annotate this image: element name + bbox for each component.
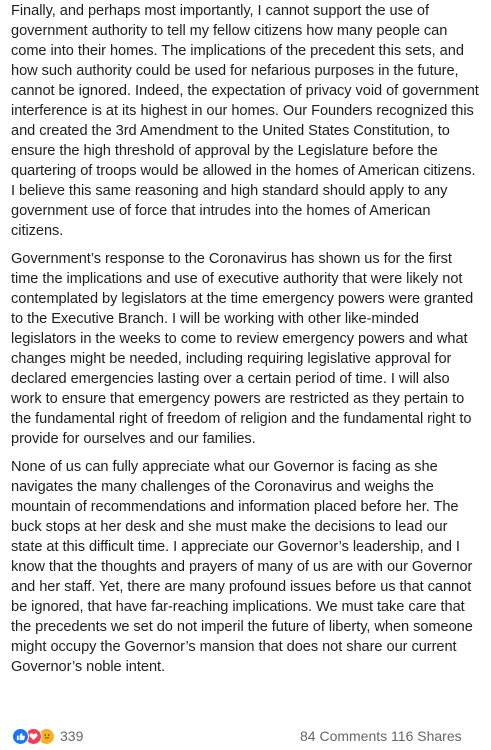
post-paragraph-2: Government’s response to the Coronavirus has shown us for the first time the implications and use of executive authority that were likely not contemplated by legislators at the time emergency powers were granted to the Executive Branch. I will be working with other like-minded legislators in the weeks to come to review emergency powers and what changes might be needed, including requiring legislative approval for declared emergencies lasting over a certain period of time. I will also work to ensure that emergency powers are restricted as they pertain to the fundamental right of freedom of religion and the fundamental right to provide for ourselves and our families. — [11, 251, 474, 447]
like-icon — [12, 728, 29, 745]
post-paragraph-1: Finally, and perhaps most importantly, I cannot support the use of government authority to tell my fellow citizens how many people can come into their homes. The implications of the precedent this sets, and how such authority could be used for nefarious purposes in the future, cannot be ignored. Indeed, the expectation of privacy void of government interference is at its highest in our homes. Our Founders recognized this and created the 3rd Amendment to the United States Constitution, to ensure the high threshold of approval by the Legislature before the quartering of troops would be allowed in the homes of American citizens. I believe this same reasoning and high standard should apply to any government use of force that intrudes into the homes of American citizens. — [11, 3, 479, 239]
post-footer — [0, 720, 491, 750]
reaction-count: 339 — [60, 728, 84, 744]
reactions-summary[interactable] — [12, 727, 83, 745]
post-body — [11, 1, 481, 685]
comments-shares-count[interactable]: 84 Comments 116 Shares — [300, 728, 462, 744]
post-paragraph-3: None of us can fully appreciate what our Governor is facing as she navigates the many challenges of the Coronavirus and weighs the mountain of recommendations and information placed before her. The buck stops at her desk and she must make the decisions to lead our state at this difficult time. I appreciate our Governor’s leadership, and I know that the thoughts and prayers of many of us are with our Governor and her staff. Yet, there are many profound issues before us that cannot be ignored, that have far-reaching implications. We must take care that the precedents we set do not imperil the future of liberty, when someone might occupy the Governor’s mansion that does not share our current Governor’s noble intent. — [11, 459, 473, 675]
